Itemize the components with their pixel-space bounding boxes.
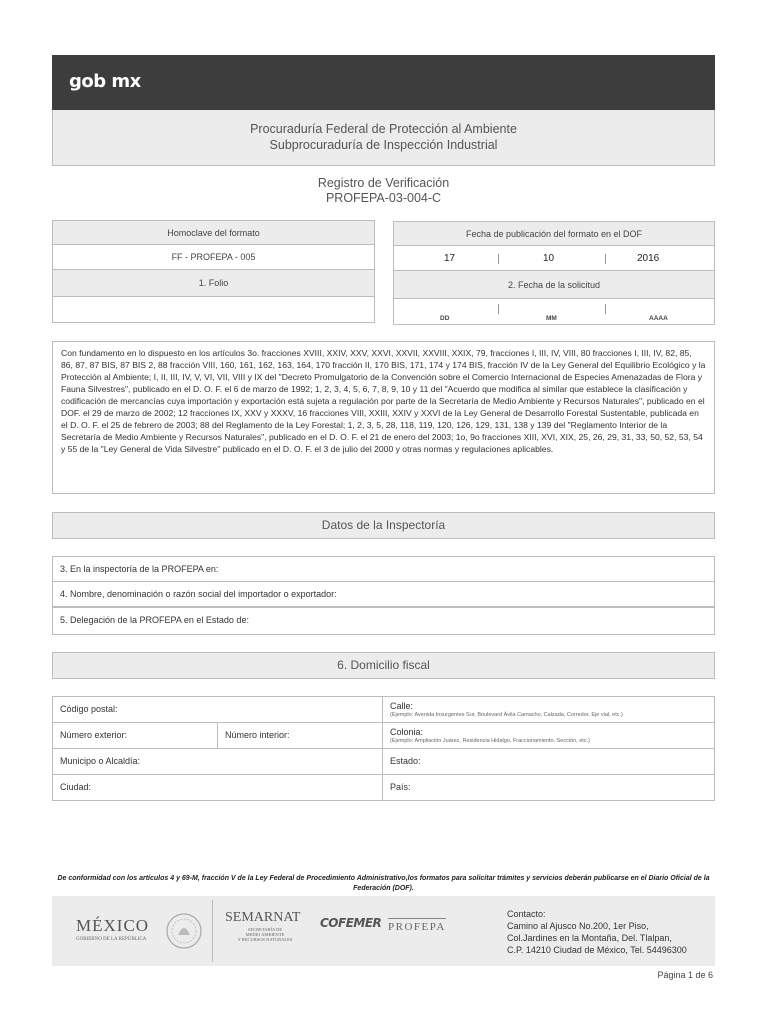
neighborhood-hint: (Ejemplo: Ampliación Juárez, Residencia Hidalgo, Fraccionamiento, Sección, etc.): [390, 738, 590, 744]
neighborhood-field[interactable]: [382, 722, 715, 749]
mm-label: MM: [546, 315, 557, 322]
country-field[interactable]: País:: [382, 774, 715, 801]
agency-banner: [52, 110, 715, 166]
mexico-logo-subtext: GOBIERNO DE LA REPÚBLICA: [76, 937, 147, 942]
city-field[interactable]: Ciudad:: [52, 774, 383, 801]
street-label: Calle:: [390, 701, 414, 711]
pub-day: 17: [444, 253, 456, 264]
semarnat-logo-text: SEMARNAT: [225, 910, 301, 925]
cofemer-logo-text: COFEMER: [320, 916, 382, 930]
contact-info: [507, 908, 687, 956]
publication-date-values: [393, 245, 715, 271]
municipality-field[interactable]: Municipo o Alcaldía:: [52, 748, 383, 775]
homoclave-value: FF - PROFEPA - 005: [52, 244, 375, 270]
contact-address-3: C.P. 14210 Ciudad de México, Tel. 54496300: [507, 945, 687, 955]
publication-date-label: Fecha de publicación del formato en el DOF: [393, 221, 715, 246]
page-number: Página 1 de 6: [657, 970, 713, 980]
street-field[interactable]: [382, 696, 715, 723]
aaaa-label: AAAA: [649, 315, 668, 322]
gobmx-logo: gob mx: [69, 71, 141, 92]
registry-title: [52, 176, 715, 206]
contact-address-1: Camino al Ajusco No.200, 1er Piso,: [507, 921, 649, 931]
homoclave-label: Homoclave del formato: [52, 220, 375, 245]
pub-year: 2016: [637, 253, 660, 264]
national-seal-icon: [165, 909, 203, 953]
interior-number-field[interactable]: Número interior:: [217, 722, 383, 749]
mexico-logo-text: MÉXICO: [76, 916, 150, 935]
profepa-logo-text: PROFEPA: [388, 918, 446, 933]
state-field[interactable]: Estado:: [382, 748, 715, 775]
postal-code-field[interactable]: Código postal:: [52, 696, 383, 723]
request-date-field[interactable]: [393, 298, 715, 325]
request-date-label: 2. Fecha de la solicitud: [393, 270, 715, 299]
subagency-name: Subprocuraduría de Inspección Industrial: [269, 138, 498, 152]
folio-field[interactable]: [52, 296, 375, 323]
legal-basis-text: Con fundamento en lo dispuesto en los artículos 3o. fracciones XVIII, XXIV, XXV, XXVI, XXVII, XXVIII, XXIX, 79, fracciones I, III, IV, VIII, 80 fracciones I, III, IV, 82, 85, 86, 87, 87 BIS, 87 BIS 2, 88 fracción VIII, 160, 161, 162, 163, 164, 170 fracción II, 170 BIS, 171, 174 y 174 BIS, fracción IV de la Ley General del Equilibrio Ecológico y la Protección al Ambiente; I, II, III, IV, V, VI, VII, VIII y IX del "Decreto Promulgatorio de la Convención sobre el Comercio Internacional de Especies Amenazadas de Flora y Fauna Silvestres", publicado en el D. O. F. el 6 de marzo de 1992; 1, 2, 3, 4, 5, 6, 7, 8, 9, 10 y 11 del "Acuerdo que modifica al similar que establece la clasificación y codificación de mercancías cuya importación y exportación está sujeta a regulación por parte de la Secretaría de Medio Ambiente y Recursos Naturales", publicado en el DOF. el 29 de marzo de 2002; 12 fracciones IX, XXV y XXXV, 16 fracciones VIII, XXIII, XXIV y XXVI de la Ley General de Desarrollo Forestal Sustentable, publicada en el D. O. F. el 25 de febrero de 2003; 88 del Reglamento de la Ley Forestal; 1, 2, 3, 5, 28, 118, 119, 120, 126, 129, 131, 138 y 139 del "Reglamento Interior de la Secretaría de Medio Ambiente y Recursos Naturales", publicado en el D. O. F. el 21 de enero del 2003; 1o, 9o fracciones XIII, XVI, XIX, 25, 26, 29, 31, 33, 50, 52, 53, 54 y 55 de la "Ley General de Vida Silvestre" publicado en el D. O. F. el 3 de julio del 2000 y otras normas y regulaciones aplicables.: [52, 341, 715, 494]
exterior-number-field[interactable]: Número exterior:: [52, 722, 218, 749]
registry-name: Registro de Verificación: [317, 176, 450, 190]
contact-title: Contacto:: [507, 909, 546, 919]
gobmx-header: [52, 55, 715, 110]
pub-month: 10: [543, 253, 555, 264]
footer-legal-note: De conformidad con los artículos 4 y 69-M, fracción V de la Ley Federal de Procedimiento Administrativo,los formatos para solicitar trámites y servicios deberán publicarse en el Diario Oficial de la Federación (DOF).: [57, 875, 710, 892]
registry-code: PROFEPA-03-004-C: [325, 191, 442, 205]
footer-banner: [52, 896, 715, 966]
inspectoria-section-title: Datos de la Inspectoría: [52, 512, 715, 539]
agency-name: Procuraduría Federal de Protección al Ambiente: [250, 122, 517, 136]
contact-address-2: Col.Jardines en la Montaña, Del. Tlalpan,: [507, 933, 672, 943]
inspectoria-field[interactable]: 3. En la inspectoría de la PROFEPA en:: [52, 556, 715, 582]
delegation-field[interactable]: 5. Delegación de la PROFEPA en el Estado de:: [52, 607, 715, 635]
neighborhood-label: Colonia:: [390, 727, 424, 737]
folio-label: 1. Folio: [52, 269, 375, 297]
dd-label: DD: [440, 315, 450, 322]
importer-name-field[interactable]: 4. Nombre, denominación o razón social del importador o exportador:: [52, 581, 715, 607]
domicilio-section-title: 6. Domicilio fiscal: [52, 652, 715, 679]
semarnat-logo-subtext: SECRETARÍA DE MEDIO AMBIENTE Y RECURSOS NATURALES: [237, 927, 293, 942]
street-hint: (Ejemplo: Avenida Insurgentes Sur, Boulevard Ávila Camacho, Calzada, Corredor, Eje vial, etc.): [390, 712, 623, 718]
